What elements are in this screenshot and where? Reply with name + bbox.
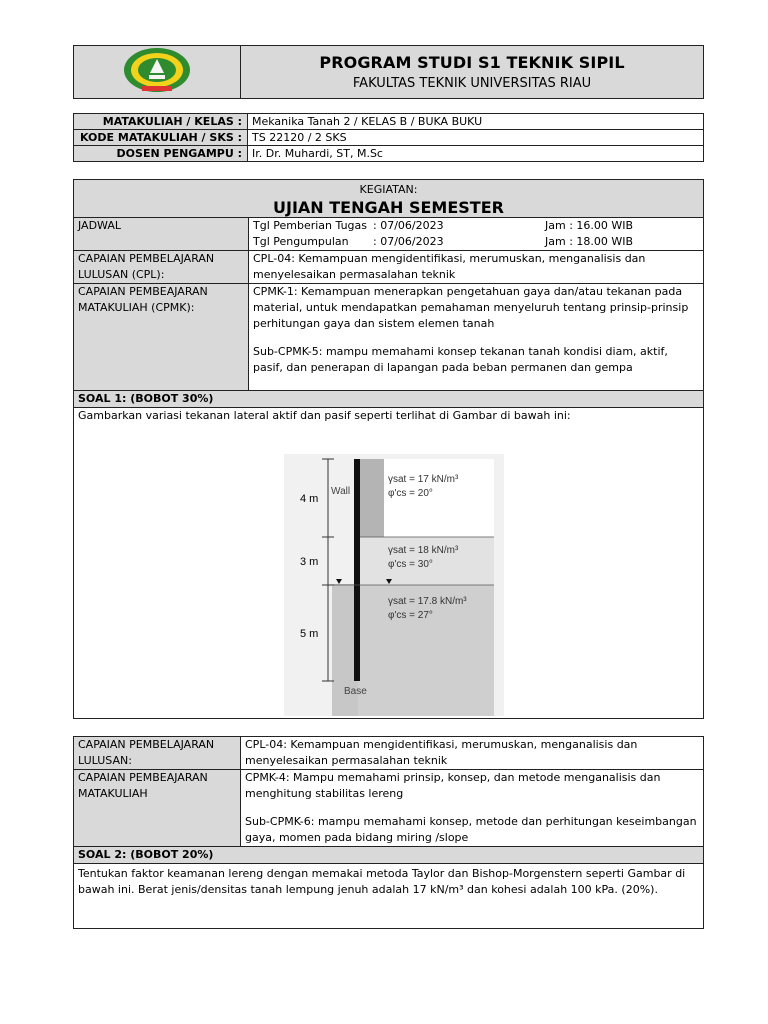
cpl-text: CPL-04: Kemampuan mengidentifikasi, merumuskan, menganalisis dan menyelesaikan permasalahan teknik — [249, 251, 704, 284]
soal2-text: Tentukan faktor keamanan lereng dengan memakai metoda Taylor dan Bishop-Morgenstern seperti Gambar di bawah ini. Berat jenis/densitas tanah lempung jenuh adalah 17 kN/m³ dan kohesi adalah 100 kPa. (20%). — [78, 867, 686, 896]
schedule-date: : 07/06/2023 — [373, 219, 444, 232]
university-seal-icon — [122, 46, 192, 94]
program-title: PROGRAM STUDI S1 TEKNIK SIPIL — [319, 53, 625, 72]
schedule-name: Tgl Pengumpulan — [253, 235, 349, 248]
layer-gamma: γsat = 17.8 kN/m³ — [388, 596, 467, 607]
info-value: TS 22120 / 2 SKS — [248, 130, 704, 146]
soal2-cell — [74, 864, 704, 929]
exam-table — [73, 179, 704, 719]
info-value: Mekanika Tanah 2 / KELAS B / BUKA BUKU — [248, 114, 704, 130]
cpl-text-2: CPL-04: Kemampuan mengidentifikasi, merumuskan, menganalisis dan menyelesaikan permasalahan teknik — [241, 737, 704, 770]
info-label: KODE MATAKULIAH / SKS : — [74, 130, 248, 146]
info-row — [74, 114, 704, 130]
figure-area — [78, 424, 699, 718]
faculty-subtitle: FAKULTAS TEKNIK UNIVERSITAS RIAU — [352, 76, 592, 91]
schedule-row — [253, 234, 699, 250]
soal1-heading: SOAL 1: (BOBOT 30%) — [74, 391, 704, 408]
wall-label: Wall — [331, 486, 351, 497]
schedule-name: Tgl Pemberian Tugas — [253, 219, 367, 232]
layer-phi: φ'cs = 20° — [388, 488, 433, 499]
info-value: Ir. Dr. Muhardi, ST, M.Sc — [248, 146, 704, 162]
cpmk-cell-2 — [241, 770, 704, 847]
soal1-cell — [74, 408, 704, 719]
cpmk-label-2: CAPAIAN PEMBEAJARAN MATAKULIAH — [74, 770, 241, 847]
header-titles — [241, 46, 704, 99]
base-label: Base — [344, 686, 367, 697]
cpl-label-2: CAPAIAN PEMBELAJARAN LULUSAN: — [74, 737, 241, 770]
sub-cpmk-text: Sub-CPMK-5: mampu memahami konsep tekanan tanah kondisi diam, aktif, pasif, dan penerapan di lapangan pada beban permanen dan gempa — [253, 345, 668, 374]
schedule-time: Jam : 18.00 WIB — [545, 235, 634, 248]
kegiatan-cell — [74, 180, 704, 218]
header-table — [73, 45, 704, 99]
exam-table-2 — [73, 736, 704, 929]
soal1-text: Gambarkan variasi tekanan lateral aktif dan pasif seperti terlihat di Gambar di bawah ini: — [78, 409, 571, 422]
jadwal-label: JADWAL — [74, 218, 249, 251]
depth-label: 3 m — [300, 556, 319, 568]
course-info-table — [73, 113, 704, 162]
logo-cell — [74, 46, 241, 99]
layer-gamma: γsat = 17 kN/m³ — [388, 474, 459, 485]
info-row — [74, 130, 704, 146]
cpmk-text: CPMK-1: Kemampuan menerapkan pengetahuan gaya dan/atau tekanan pada material, untuk mendapatkan pemahaman menyeluruh tentang prinsip-prinsip perhitungan gaya dan sistem elemen tanah — [253, 285, 689, 330]
jadwal-cell — [249, 218, 704, 251]
schedule-time: Jam : 16.00 WIB — [545, 219, 634, 232]
info-label: MATAKULIAH / KELAS : — [74, 114, 248, 130]
cpmk-cell — [249, 284, 704, 391]
exam-title: UJIAN TENGAH SEMESTER — [273, 198, 504, 217]
schedule-date: : 07/06/2023 — [373, 235, 444, 248]
soal2-heading: SOAL 2: (BOBOT 20%) — [74, 847, 704, 864]
info-row — [74, 146, 704, 162]
info-label: DOSEN PENGAMPU : — [74, 146, 248, 162]
layer-phi: φ'cs = 30° — [388, 559, 433, 570]
cpmk-text-2: CPMK-4: Mampu memahami prinsip, konsep, dan metode menganalisis dan menghitung stabilitas lereng — [245, 771, 661, 800]
retaining-wall-figure — [284, 454, 504, 716]
layer-phi: φ'cs = 27° — [388, 610, 433, 621]
sub-cpmk-text-2: Sub-CPMK-6: mampu memahami konsep, metode dan perhitungan keseimbangan gaya, momen pada bidang miring /slope — [245, 815, 697, 844]
depth-label: 5 m — [300, 628, 319, 640]
depth-label: 4 m — [300, 493, 319, 505]
layer-gamma: γsat = 18 kN/m³ — [388, 545, 459, 556]
schedule-row — [253, 218, 699, 234]
cpmk-label: CAPAIAN PEMBEAJARAN MATAKULIAH (CPMK): — [74, 284, 249, 391]
kegiatan-label: KEGIATAN: — [359, 183, 418, 196]
cpl-label: CAPAIAN PEMBELAJARAN LULUSAN (CPL): — [74, 251, 249, 284]
